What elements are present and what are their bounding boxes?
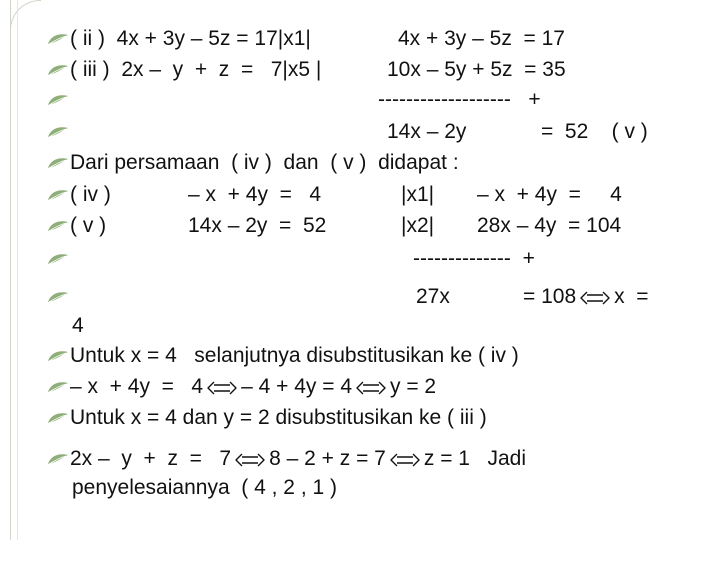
equation-v-left: 14x – 2y: [387, 120, 467, 143]
equation-v-right: = 52 ( v ): [541, 120, 648, 143]
solve-z-step3: z = 1 Jadi: [423, 447, 526, 470]
line-2: [0, 55, 720, 85]
result-x-text: x =: [614, 285, 649, 308]
line-4: [0, 117, 720, 147]
leaf-bullet-icon: [47, 372, 69, 402]
leaf-bullet-icon: [47, 341, 69, 371]
leaf-bullet-icon: [47, 180, 69, 210]
leaf-bullet-icon: [47, 24, 69, 54]
equation-iv-result: – x + 4y = 4: [477, 183, 622, 206]
solve-z-step1: 2x – y + z = 7: [70, 447, 232, 470]
multiplier-iv: |x1|: [401, 183, 435, 206]
line-14-continuation: [0, 473, 720, 503]
solve-y: [70, 372, 436, 404]
solve-z-step2: 8 – 2 + z = 7: [269, 447, 386, 470]
result-108-text: = 108: [523, 285, 577, 308]
statement-dari: Dari persamaan ( iv ) dan ( v ) didapat :: [70, 151, 459, 174]
solve-y-step1: – x + 4y = 4: [70, 375, 204, 398]
leaf-bullet-icon: [47, 117, 69, 147]
result-27x: 27x: [416, 285, 450, 308]
line-5: [0, 148, 720, 178]
double-arrow-icon: [356, 374, 386, 404]
equation-iii: ( iii ) 2x – y + z = 7|x5 |: [70, 58, 322, 81]
leaf-bullet-icon: [47, 244, 69, 274]
leaf-bullet-icon: [47, 444, 69, 474]
line-11: [0, 341, 720, 371]
line-6: [0, 180, 720, 210]
line-7: [0, 211, 720, 241]
equation-ii: ( ii ) 4x + 3y – 5z = 17|x1|: [70, 27, 311, 50]
solve-z: [70, 444, 526, 476]
leaf-bullet-icon: [47, 55, 69, 85]
statement-untuk-xy: Untuk x = 4 dan y = 2 disubstitusikan ke ( iii ): [70, 406, 487, 429]
solve-y-step3: y = 2: [390, 375, 437, 398]
label-iv: ( iv ): [70, 183, 111, 206]
line-8: [0, 244, 720, 274]
multiplier-v: |x2|: [401, 214, 435, 237]
result-108: [523, 282, 649, 314]
leaf-bullet-icon: [47, 148, 69, 178]
double-arrow-icon: [390, 446, 420, 476]
equation-iii-result: 10x – 5y + 5z = 35: [387, 58, 566, 81]
double-arrow-icon: [580, 284, 610, 314]
line-13: [0, 403, 720, 433]
line-9-continuation: [0, 311, 720, 341]
line-3: [0, 85, 720, 115]
equation-v: 14x – 2y = 52: [188, 214, 327, 237]
solution-set: penyelesaiannya ( 4 , 2 , 1 ): [72, 476, 337, 499]
label-v: ( v ): [70, 214, 107, 237]
leaf-bullet-icon: [47, 282, 69, 312]
line-14: [0, 444, 720, 474]
solve-y-step2: – 4 + 4y = 4: [241, 375, 352, 398]
statement-untuk-x: Untuk x = 4 selanjutnya disubstitusikan ke ( iv ): [70, 344, 519, 367]
leaf-bullet-icon: [47, 403, 69, 433]
addition-divider: ------------------- +: [378, 88, 541, 111]
line-12: [0, 372, 720, 402]
double-arrow-icon: [207, 374, 237, 404]
subtraction-divider: -------------- +: [413, 247, 535, 270]
leaf-bullet-icon: [47, 85, 69, 115]
line-9: [0, 282, 720, 312]
double-arrow-icon: [235, 446, 265, 476]
equation-v-result: 28x – 4y = 104: [477, 214, 622, 237]
equation-ii-result: 4x + 3y – 5z = 17: [398, 27, 565, 50]
leaf-bullet-icon: [47, 211, 69, 241]
equation-iv: – x + 4y = 4: [188, 183, 322, 206]
line-1: [0, 24, 720, 54]
result-x-value: 4: [72, 314, 84, 337]
